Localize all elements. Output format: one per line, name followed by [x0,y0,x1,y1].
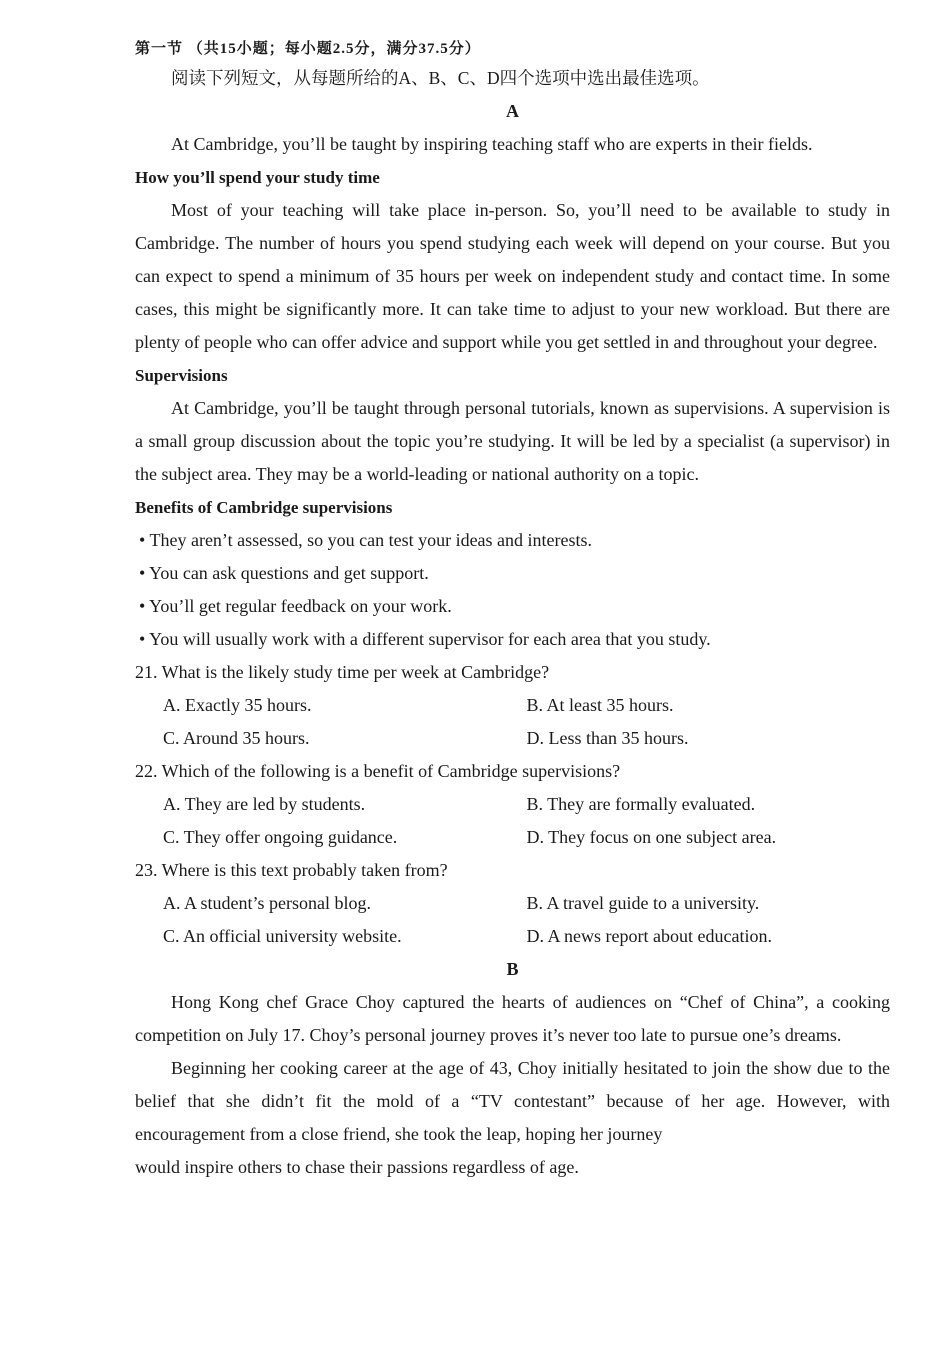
passage-b-paragraph-2: Beginning her cooking career at the age of 43, Choy initially hesitated to join the show due to the belief that she didn’t fit the mold of a “TV contestant” because of her age. However, with encouragement from a close friend, she took the leap, hoping her journey [135,1058,890,1144]
question-23-options-row-1 [135,887,890,920]
option-d: D. Less than 35 hours. [526,728,689,748]
passage-b-paragraph-1: Hong Kong chef Grace Choy captured the hearts of audiences on “Chef of China”, a cooking competition on July 17. Choy’s personal journey proves it’s never too late to pursue one’s dreams. [135,992,890,1045]
option-b: B. At least 35 hours. [526,695,674,715]
question-21: 21. What is the likely study time per week at Cambridge? [135,662,550,682]
benefit-item: • You will usually work with a different supervisor for each area that you study. [139,629,711,649]
supervisions-paragraph: At Cambridge, you’ll be taught through personal tutorials, known as supervisions. A supervision is a small group discussion about the topic you’re studying. It will be led by a specialist (a supervisor) in the subject area. They may be a world-leading or national authority on a topic. [135,398,890,484]
option-a: A. They are led by students. [163,794,366,814]
passage-b-cutoff-line: would inspire others to chase their passions regardless of age. [135,1157,579,1177]
heading-study-time: How you’ll spend your study time [135,168,380,187]
heading-benefits: Benefits of Cambridge supervisions [135,498,393,517]
exam-page [135,36,890,1177]
question-22-options-row-2 [135,821,890,854]
study-time-paragraph: Most of your teaching will take place in-person. So, you’ll need to be available to study in Cambridge. The number of hours you spend studying each week will depend on your course. But you can expect to spend a minimum of 35 hours per week on independent study and contact time. In some cases, this might be significantly more. It can take time to adjust to your new workload. But there are plenty of people who can offer advice and support while you get settled in and throughout your degree. [135,200,890,352]
option-c: C. An official university website. [163,926,402,946]
question-22-options-row-1 [135,788,890,821]
option-a: A. Exactly 35 hours. [163,695,312,715]
question-21-options-row-2 [135,722,890,755]
question-23-options-row-2 [135,920,890,953]
option-b: B. They are formally evaluated. [526,794,756,814]
passage-b-letter: B [506,959,519,979]
option-b: B. A travel guide to a university. [526,893,760,913]
benefit-item: • You’ll get regular feedback on your work. [139,596,452,616]
option-d: D. They focus on one subject area. [526,827,777,847]
passage-a-intro: At Cambridge, you’ll be taught by inspiring teaching staff who are experts in their fields. [171,134,813,154]
passage-a-letter: A [506,101,519,121]
heading-supervisions: Supervisions [135,366,228,385]
benefit-item: • You can ask questions and get support. [139,563,429,583]
option-c: C. Around 35 hours. [163,728,310,748]
question-22: 22. Which of the following is a benefit of Cambridge supervisions? [135,761,621,781]
instructions: 阅读下列短文，从每题所给的A、B、C、D四个选项中选出最佳选项。 [171,68,710,88]
section-header: 第一节 （共15小题；每小题2.5分，满分37.5分） [135,41,481,57]
option-a: A. A student’s personal blog. [163,893,371,913]
question-23: 23. Where is this text probably taken from? [135,860,448,880]
question-21-options-row-1 [135,689,890,722]
option-d: D. A news report about education. [526,926,772,946]
benefit-item: • They aren’t assessed, so you can test your ideas and interests. [139,530,593,550]
option-c: C. They offer ongoing guidance. [163,827,398,847]
